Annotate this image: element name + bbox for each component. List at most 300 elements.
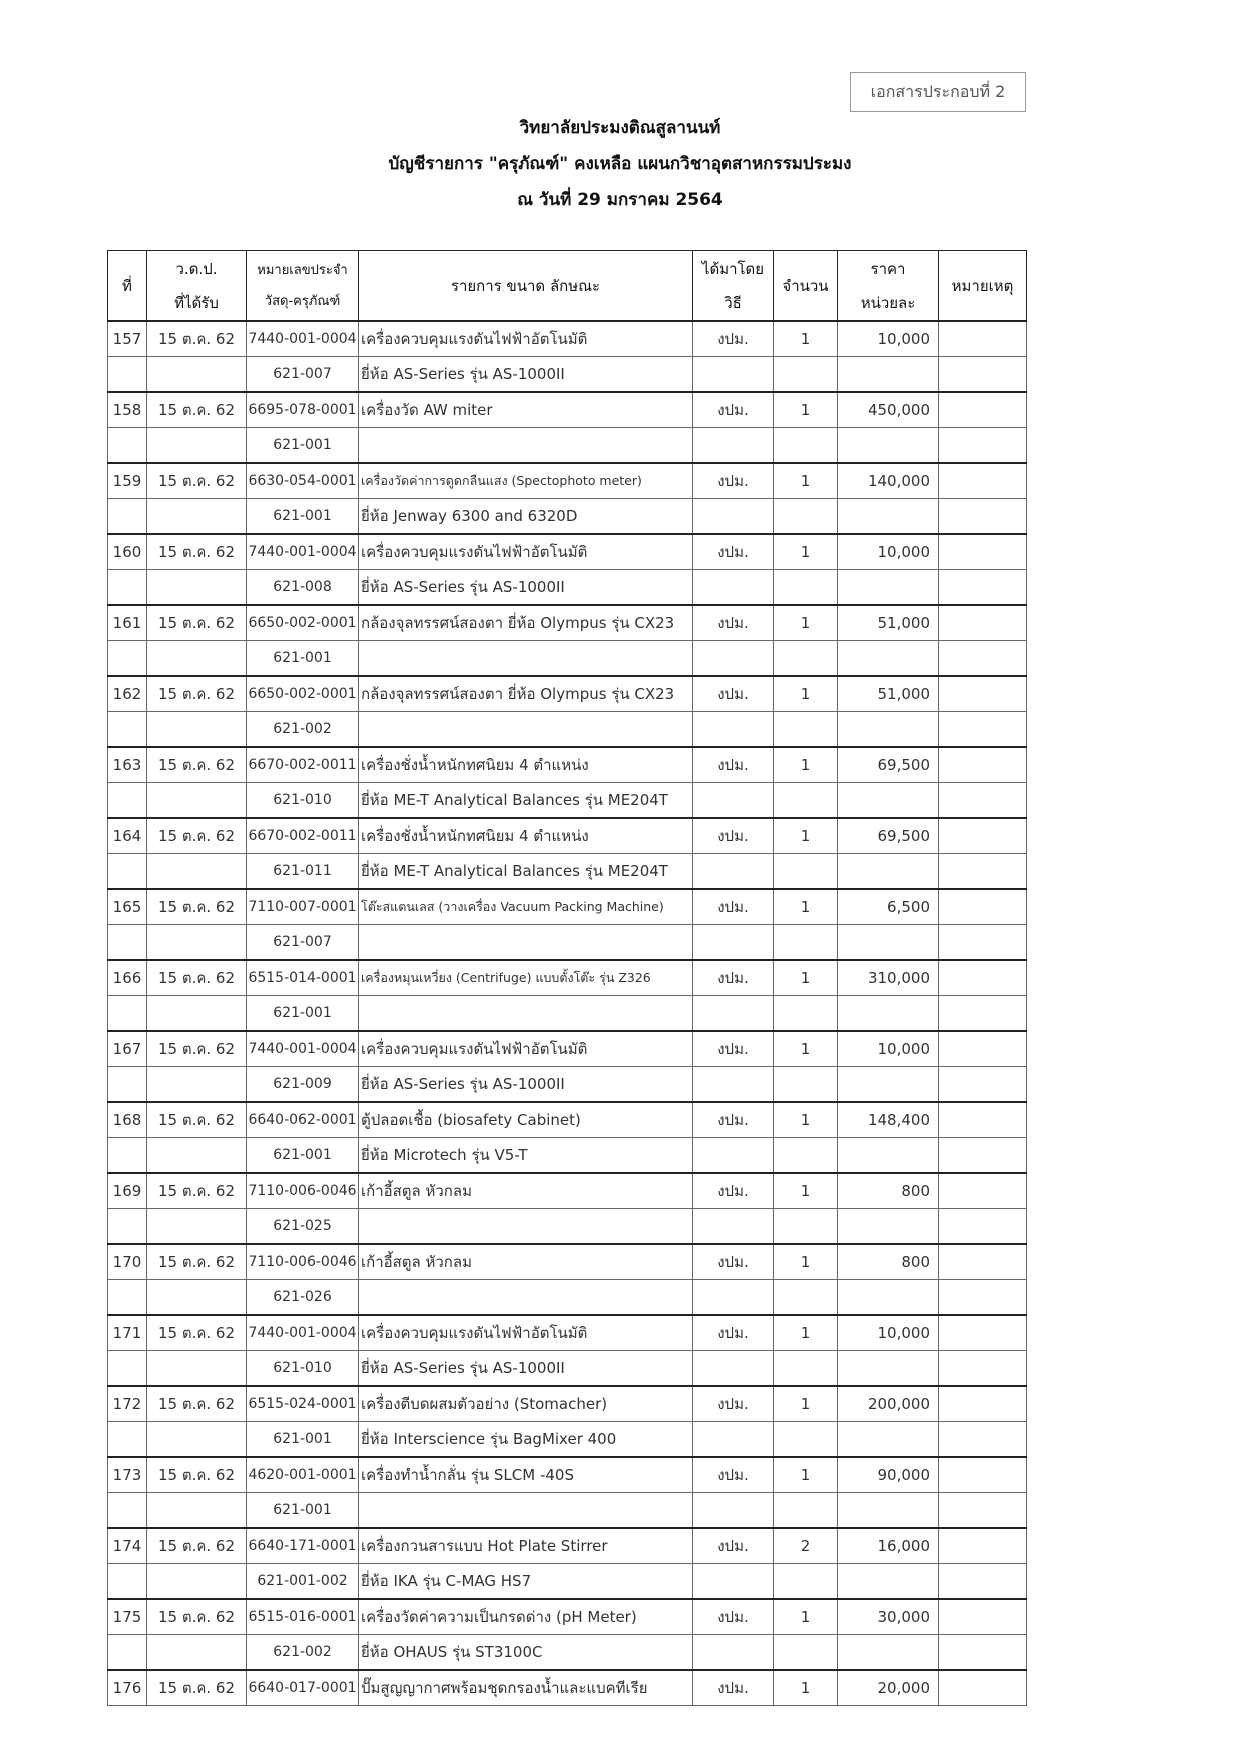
row-quantity: 1	[774, 889, 838, 925]
row-date: 15 ต.ค. 62	[147, 747, 247, 783]
row-date: 15 ต.ค. 62	[147, 818, 247, 854]
row-note-cont	[939, 1635, 1027, 1671]
row-price-cont	[838, 357, 939, 393]
row-number: 162	[108, 676, 147, 712]
row-asset-subcode: 621-001	[247, 428, 359, 464]
table-row	[108, 747, 1027, 783]
row-unit-price: 20,000	[838, 1670, 939, 1706]
row-method: งปม.	[693, 1031, 774, 1067]
row-item-detail	[359, 712, 693, 748]
row-quantity: 1	[774, 1031, 838, 1067]
table-row	[108, 605, 1027, 641]
table-row-continuation	[108, 783, 1027, 819]
row-date: 15 ต.ค. 62	[147, 1670, 247, 1706]
row-date: 15 ต.ค. 62	[147, 1457, 247, 1493]
row-asset-subcode: 621-002	[247, 1635, 359, 1671]
row-unit-price: 10,000	[838, 321, 939, 357]
row-number-cont	[108, 641, 147, 677]
table-row-continuation	[108, 1635, 1027, 1671]
row-date-cont	[147, 854, 247, 890]
row-unit-price: 51,000	[838, 676, 939, 712]
table-row	[108, 676, 1027, 712]
row-item-detail: ยี่ห้อ Interscience รุ่น BagMixer 400	[359, 1422, 693, 1458]
row-method: งปม.	[693, 463, 774, 499]
row-quantity: 1	[774, 1599, 838, 1635]
row-asset-code: 7440-001-0004	[247, 1315, 359, 1351]
row-quantity-cont	[774, 712, 838, 748]
row-number: 163	[108, 747, 147, 783]
col-header-no: ที่	[108, 251, 147, 322]
row-method: งปม.	[693, 1244, 774, 1280]
row-method-cont	[693, 1422, 774, 1458]
row-asset-subcode: 621-010	[247, 783, 359, 819]
row-note	[939, 676, 1027, 712]
row-quantity-cont	[774, 783, 838, 819]
row-method-cont	[693, 570, 774, 606]
row-note-cont	[939, 1493, 1027, 1529]
row-quantity-cont	[774, 925, 838, 961]
row-unit-price: 450,000	[838, 392, 939, 428]
row-unit-price: 51,000	[838, 605, 939, 641]
row-quantity: 1	[774, 818, 838, 854]
row-item-detail	[359, 641, 693, 677]
row-note-cont	[939, 1564, 1027, 1600]
row-quantity: 2	[774, 1528, 838, 1564]
row-number-cont	[108, 1209, 147, 1245]
row-price-cont	[838, 1422, 939, 1458]
row-price-cont	[838, 499, 939, 535]
row-date-cont	[147, 1067, 247, 1103]
table-row	[108, 534, 1027, 570]
row-item: เครื่องตีบดผสมตัวอย่าง (Stomacher)	[359, 1386, 693, 1422]
row-method-cont	[693, 1138, 774, 1174]
row-method: งปม.	[693, 747, 774, 783]
col-header-item: รายการ ขนาด ลักษณะ	[359, 251, 693, 322]
row-number-cont	[108, 1138, 147, 1174]
row-asset-subcode: 621-001	[247, 996, 359, 1032]
row-item: เครื่องควบคุมแรงดันไฟฟ้าอัตโนมัติ	[359, 1315, 693, 1351]
row-method-cont	[693, 1564, 774, 1600]
row-asset-code: 6630-054-0001	[247, 463, 359, 499]
row-number: 158	[108, 392, 147, 428]
row-number-cont	[108, 854, 147, 890]
row-quantity-cont	[774, 1067, 838, 1103]
row-note-cont	[939, 1067, 1027, 1103]
row-method: งปม.	[693, 1102, 774, 1138]
row-item-detail	[359, 1209, 693, 1245]
row-item-detail	[359, 925, 693, 961]
row-date-cont	[147, 1493, 247, 1529]
row-date: 15 ต.ค. 62	[147, 889, 247, 925]
row-date: 15 ต.ค. 62	[147, 960, 247, 996]
table-row	[108, 1031, 1027, 1067]
row-method: งปม.	[693, 889, 774, 925]
table-row-continuation	[108, 499, 1027, 535]
row-asset-code: 7110-006-0046	[247, 1244, 359, 1280]
row-number: 160	[108, 534, 147, 570]
row-method-cont	[693, 357, 774, 393]
row-number: 165	[108, 889, 147, 925]
row-item-detail	[359, 428, 693, 464]
table-row-continuation	[108, 1493, 1027, 1529]
row-asset-subcode: 621-025	[247, 1209, 359, 1245]
row-method: งปม.	[693, 676, 774, 712]
row-asset-subcode: 621-007	[247, 925, 359, 961]
row-quantity: 1	[774, 392, 838, 428]
row-method: งปม.	[693, 1173, 774, 1209]
table-row	[108, 960, 1027, 996]
table-row-continuation	[108, 357, 1027, 393]
row-unit-price: 148,400	[838, 1102, 939, 1138]
row-item: เครื่องกวนสารแบบ Hot Plate Stirrer	[359, 1528, 693, 1564]
attachment-label: เอกสารประกอบที่ 2	[850, 72, 1026, 112]
row-note-cont	[939, 1422, 1027, 1458]
row-note-cont	[939, 1351, 1027, 1387]
row-item: เครื่องควบคุมแรงดันไฟฟ้าอัตโนมัติ	[359, 321, 693, 357]
row-method-cont	[693, 641, 774, 677]
row-note-cont	[939, 428, 1027, 464]
row-quantity: 1	[774, 534, 838, 570]
row-price-cont	[838, 783, 939, 819]
row-asset-subcode: 621-001	[247, 1422, 359, 1458]
row-quantity: 1	[774, 1457, 838, 1493]
table-row	[108, 889, 1027, 925]
table-row	[108, 1457, 1027, 1493]
row-asset-subcode: 621-007	[247, 357, 359, 393]
row-item: เครื่องวัด AW miter	[359, 392, 693, 428]
row-asset-code: 6515-014-0001	[247, 960, 359, 996]
row-number-cont	[108, 1564, 147, 1600]
row-unit-price: 310,000	[838, 960, 939, 996]
row-note-cont	[939, 783, 1027, 819]
row-asset-subcode: 621-002	[247, 712, 359, 748]
row-method: งปม.	[693, 534, 774, 570]
row-method: งปม.	[693, 321, 774, 357]
row-method: งปม.	[693, 392, 774, 428]
row-price-cont	[838, 570, 939, 606]
table-row	[108, 1528, 1027, 1564]
table-row	[108, 463, 1027, 499]
row-note-cont	[939, 1280, 1027, 1316]
row-date-cont	[147, 499, 247, 535]
row-quantity-cont	[774, 428, 838, 464]
row-asset-code: 6650-002-0001	[247, 676, 359, 712]
table-header-row	[108, 251, 1027, 322]
row-date: 15 ต.ค. 62	[147, 463, 247, 499]
row-asset-code: 7110-007-0001	[247, 889, 359, 925]
row-method: งปม.	[693, 818, 774, 854]
table-row-continuation	[108, 1351, 1027, 1387]
row-unit-price: 16,000	[838, 1528, 939, 1564]
row-quantity-cont	[774, 499, 838, 535]
row-method-cont	[693, 1635, 774, 1671]
row-number: 169	[108, 1173, 147, 1209]
row-item-detail: ยี่ห้อ IKA รุ่น C-MAG HS7	[359, 1564, 693, 1600]
row-method-cont	[693, 428, 774, 464]
col-header-price: ราคา หน่วยละ	[838, 251, 939, 322]
row-unit-price: 200,000	[838, 1386, 939, 1422]
row-date: 15 ต.ค. 62	[147, 321, 247, 357]
table-row-continuation	[108, 428, 1027, 464]
row-method-cont	[693, 1280, 774, 1316]
row-price-cont	[838, 1564, 939, 1600]
table-row-continuation	[108, 1138, 1027, 1174]
row-quantity: 1	[774, 960, 838, 996]
row-date-cont	[147, 1209, 247, 1245]
table-row-continuation	[108, 854, 1027, 890]
col-header-method: ได้มาโดย วิธี	[693, 251, 774, 322]
row-method: งปม.	[693, 605, 774, 641]
table-row	[108, 1173, 1027, 1209]
row-method-cont	[693, 783, 774, 819]
row-item: เครื่องชั่งน้ำหนักทศนิยม 4 ตำแหน่ง	[359, 747, 693, 783]
row-method: งปม.	[693, 1386, 774, 1422]
row-asset-code: 7440-001-0004	[247, 1031, 359, 1067]
row-note	[939, 960, 1027, 996]
row-asset-code: 6670-002-0011	[247, 818, 359, 854]
row-item-detail: ยี่ห้อ AS-Series รุ่น AS-1000II	[359, 1067, 693, 1103]
row-note	[939, 1670, 1027, 1706]
row-note	[939, 1599, 1027, 1635]
row-method-cont	[693, 996, 774, 1032]
row-number: 166	[108, 960, 147, 996]
table-row-continuation	[108, 1209, 1027, 1245]
row-price-cont	[838, 854, 939, 890]
table-row	[108, 1670, 1027, 1706]
row-number-cont	[108, 1635, 147, 1671]
row-number: 174	[108, 1528, 147, 1564]
row-asset-subcode: 621-001	[247, 499, 359, 535]
row-item: กล้องจุลทรรศน์สองตา ยี่ห้อ Olympus รุ่น CX23	[359, 605, 693, 641]
row-asset-subcode: 621-001	[247, 1138, 359, 1174]
table-row-continuation	[108, 1564, 1027, 1600]
row-item: กล้องจุลทรรศน์สองตา ยี่ห้อ Olympus รุ่น CX23	[359, 676, 693, 712]
row-price-cont	[838, 712, 939, 748]
row-note-cont	[939, 499, 1027, 535]
row-unit-price: 69,500	[838, 818, 939, 854]
row-note	[939, 392, 1027, 428]
college-title: วิทยาลัยประมงติณสูลานนท์	[519, 118, 721, 138]
row-quantity: 1	[774, 1315, 838, 1351]
row-item-detail	[359, 1493, 693, 1529]
row-number-cont	[108, 1067, 147, 1103]
row-number: 175	[108, 1599, 147, 1635]
row-date-cont	[147, 641, 247, 677]
row-number: 172	[108, 1386, 147, 1422]
row-asset-code: 6670-002-0011	[247, 747, 359, 783]
row-item: เครื่องหมุนเหวี่ยง (Centrifuge) แบบตั้งโต๊ะ รุ่น Z326	[359, 960, 693, 996]
row-item-detail: ยี่ห้อ Jenway 6300 and 6320D	[359, 499, 693, 535]
table-row-continuation	[108, 1280, 1027, 1316]
row-number: 173	[108, 1457, 147, 1493]
row-item: เครื่องวัดค่าการดูดกลืนแสง (Spectophoto meter)	[359, 463, 693, 499]
row-quantity-cont	[774, 1351, 838, 1387]
row-item: ปั๊มสูญญากาศพร้อมชุดกรองน้ำและแบคทีเรีย	[359, 1670, 693, 1706]
table-row	[108, 1102, 1027, 1138]
row-number-cont	[108, 712, 147, 748]
row-price-cont	[838, 428, 939, 464]
row-note	[939, 818, 1027, 854]
row-number-cont	[108, 1280, 147, 1316]
row-note	[939, 747, 1027, 783]
row-price-cont	[838, 1351, 939, 1387]
table-row	[108, 1599, 1027, 1635]
row-note-cont	[939, 925, 1027, 961]
row-item: เก้าอี้สตูล หัวกลม	[359, 1244, 693, 1280]
row-item: เครื่องควบคุมแรงดันไฟฟ้าอัตโนมัติ	[359, 1031, 693, 1067]
row-date: 15 ต.ค. 62	[147, 1102, 247, 1138]
row-date-cont	[147, 1564, 247, 1600]
row-asset-code: 6695-078-0001	[247, 392, 359, 428]
row-quantity-cont	[774, 357, 838, 393]
row-item: เครื่องทำน้ำกลั่น รุ่น SLCM -40S	[359, 1457, 693, 1493]
row-number-cont	[108, 1422, 147, 1458]
row-number: 157	[108, 321, 147, 357]
row-method-cont	[693, 925, 774, 961]
row-date-cont	[147, 783, 247, 819]
row-number-cont	[108, 1493, 147, 1529]
row-item-detail: ยี่ห้อ AS-Series รุ่น AS-1000II	[359, 570, 693, 606]
table-row	[108, 1386, 1027, 1422]
row-price-cont	[838, 641, 939, 677]
row-number: 170	[108, 1244, 147, 1280]
row-note-cont	[939, 712, 1027, 748]
row-method-cont	[693, 1067, 774, 1103]
row-quantity: 1	[774, 1244, 838, 1280]
row-quantity: 1	[774, 1102, 838, 1138]
row-number: 164	[108, 818, 147, 854]
row-price-cont	[838, 1635, 939, 1671]
row-number-cont	[108, 570, 147, 606]
row-asset-code: 6515-016-0001	[247, 1599, 359, 1635]
row-asset-subcode: 621-009	[247, 1067, 359, 1103]
row-quantity-cont	[774, 996, 838, 1032]
row-item: เก้าอี้สตูล หัวกลม	[359, 1173, 693, 1209]
row-method-cont	[693, 1351, 774, 1387]
row-item-detail: ยี่ห้อ OHAUS รุ่น ST3100C	[359, 1635, 693, 1671]
row-asset-code: 6640-171-0001	[247, 1528, 359, 1564]
row-price-cont	[838, 1493, 939, 1529]
row-number-cont	[108, 499, 147, 535]
row-date-cont	[147, 1635, 247, 1671]
row-item: โต๊ะสแตนเลส (วางเครื่อง Vacuum Packing Machine)	[359, 889, 693, 925]
row-date-cont	[147, 925, 247, 961]
row-quantity-cont	[774, 641, 838, 677]
table-row-continuation	[108, 641, 1027, 677]
row-number: 176	[108, 1670, 147, 1706]
row-quantity: 1	[774, 1173, 838, 1209]
row-note-cont	[939, 996, 1027, 1032]
row-date-cont	[147, 996, 247, 1032]
row-price-cont	[838, 996, 939, 1032]
table-row-continuation	[108, 1067, 1027, 1103]
row-asset-code: 7110-006-0046	[247, 1173, 359, 1209]
row-date-cont	[147, 428, 247, 464]
row-note	[939, 1528, 1027, 1564]
row-date: 15 ต.ค. 62	[147, 605, 247, 641]
row-note	[939, 1031, 1027, 1067]
row-method-cont	[693, 499, 774, 535]
row-note	[939, 1244, 1027, 1280]
row-method: งปม.	[693, 1670, 774, 1706]
row-date: 15 ต.ค. 62	[147, 676, 247, 712]
document-date: ณ วันที่ 29 มกราคม 2564	[517, 190, 723, 210]
row-price-cont	[838, 1067, 939, 1103]
row-quantity-cont	[774, 1422, 838, 1458]
row-note-cont	[939, 641, 1027, 677]
row-quantity-cont	[774, 1280, 838, 1316]
row-unit-price: 10,000	[838, 1315, 939, 1351]
row-date-cont	[147, 1138, 247, 1174]
row-method: งปม.	[693, 960, 774, 996]
row-date: 15 ต.ค. 62	[147, 1386, 247, 1422]
table-row-continuation	[108, 996, 1027, 1032]
row-price-cont	[838, 1280, 939, 1316]
row-quantity-cont	[774, 854, 838, 890]
row-unit-price: 90,000	[838, 1457, 939, 1493]
row-quantity: 1	[774, 605, 838, 641]
row-asset-code: 6515-024-0001	[247, 1386, 359, 1422]
row-number-cont	[108, 925, 147, 961]
table-row-continuation	[108, 925, 1027, 961]
row-number-cont	[108, 428, 147, 464]
document-title: บัญชีรายการ "ครุภัณฑ์" คงเหลือ แผนกวิชาอุตสาหกรรมประมง	[388, 154, 852, 174]
row-item-detail: ยี่ห้อ AS-Series รุ่น AS-1000II	[359, 357, 693, 393]
row-item-detail: ยี่ห้อ Microtech รุ่น V5-T	[359, 1138, 693, 1174]
table-row	[108, 818, 1027, 854]
row-item-detail	[359, 1280, 693, 1316]
row-date: 15 ต.ค. 62	[147, 1315, 247, 1351]
row-quantity-cont	[774, 1564, 838, 1600]
table-row	[108, 321, 1027, 357]
row-item-detail	[359, 996, 693, 1032]
row-note	[939, 534, 1027, 570]
inventory-table	[107, 250, 1027, 1706]
row-quantity: 1	[774, 676, 838, 712]
col-header-date: ว.ด.ป. ที่ได้รับ	[147, 251, 247, 322]
row-unit-price: 800	[838, 1244, 939, 1280]
row-asset-code: 4620-001-0001	[247, 1457, 359, 1493]
row-date: 15 ต.ค. 62	[147, 1599, 247, 1635]
row-note	[939, 463, 1027, 499]
row-unit-price: 30,000	[838, 1599, 939, 1635]
row-asset-code: 6640-062-0001	[247, 1102, 359, 1138]
row-quantity: 1	[774, 1386, 838, 1422]
row-method: งปม.	[693, 1315, 774, 1351]
row-number-cont	[108, 1351, 147, 1387]
row-number: 159	[108, 463, 147, 499]
row-note	[939, 1386, 1027, 1422]
row-note-cont	[939, 1209, 1027, 1245]
row-unit-price: 6,500	[838, 889, 939, 925]
col-header-note: หมายเหตุ	[939, 251, 1027, 322]
row-note	[939, 1457, 1027, 1493]
row-note	[939, 1102, 1027, 1138]
row-quantity-cont	[774, 1209, 838, 1245]
row-date: 15 ต.ค. 62	[147, 1173, 247, 1209]
row-method: งปม.	[693, 1528, 774, 1564]
table-row	[108, 392, 1027, 428]
row-method-cont	[693, 854, 774, 890]
row-note	[939, 889, 1027, 925]
row-quantity-cont	[774, 1493, 838, 1529]
row-price-cont	[838, 1138, 939, 1174]
row-method: งปม.	[693, 1599, 774, 1635]
row-unit-price: 10,000	[838, 1031, 939, 1067]
row-quantity-cont	[774, 570, 838, 606]
row-unit-price: 800	[838, 1173, 939, 1209]
row-date: 15 ต.ค. 62	[147, 534, 247, 570]
